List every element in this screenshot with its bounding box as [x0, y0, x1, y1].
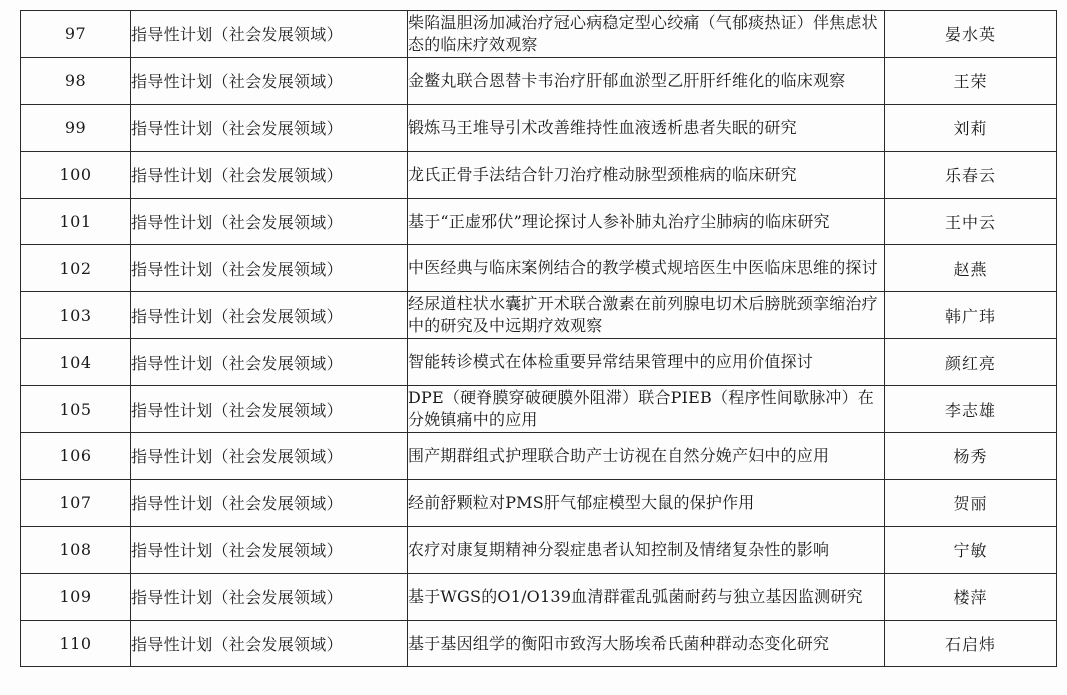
project-title-cell: 经前舒颗粒对PMS肝气郁症模型大鼠的保护作用 — [408, 479, 885, 526]
table-row — [21, 573, 1057, 620]
row-number-cell: 108 — [21, 526, 131, 573]
plan-type-cell: 指导性计划（社会发展领域） — [131, 573, 408, 620]
principal-investigator-cell: 宁敏 — [885, 526, 1057, 573]
plan-type-cell: 指导性计划（社会发展领域） — [131, 245, 408, 292]
row-number-cell: 99 — [21, 104, 131, 151]
plan-type-cell: 指导性计划（社会发展领域） — [131, 151, 408, 198]
table-row — [21, 386, 1057, 433]
table-row — [21, 339, 1057, 386]
row-number-cell: 103 — [21, 292, 131, 339]
table-row — [21, 292, 1057, 339]
project-title-cell: DPE（硬脊膜穿破硬膜外阻滞）联合PIEB（程序性间歇脉冲）在分娩镇痛中的应用 — [408, 386, 885, 433]
principal-investigator-cell: 杨秀 — [885, 433, 1057, 480]
principal-investigator-cell: 晏水英 — [885, 11, 1057, 58]
principal-investigator-cell: 刘莉 — [885, 104, 1057, 151]
table-row — [21, 151, 1057, 198]
project-title-cell: 农疗对康复期精神分裂症患者认知控制及情绪复杂性的影响 — [408, 526, 885, 573]
table-row — [21, 433, 1057, 480]
principal-investigator-cell: 乐春云 — [885, 151, 1057, 198]
row-number-cell: 100 — [21, 151, 131, 198]
principal-investigator-cell: 赵燕 — [885, 245, 1057, 292]
plan-type-cell: 指导性计划（社会发展领域） — [131, 292, 408, 339]
plan-type-cell: 指导性计划（社会发展领域） — [131, 198, 408, 245]
table-row — [21, 245, 1057, 292]
principal-investigator-cell: 王中云 — [885, 198, 1057, 245]
project-title-cell: 基于“正虚邪伏”理论探讨人参补肺丸治疗尘肺病的临床研究 — [408, 198, 885, 245]
table-row — [21, 104, 1057, 151]
project-title-cell: 锻炼马王堆导引术改善维持性血液透析患者失眠的研究 — [408, 104, 885, 151]
project-title-cell: 金鳖丸联合恩替卡韦治疗肝郁血淤型乙肝肝纤维化的临床观察 — [408, 57, 885, 104]
principal-investigator-cell: 石启炜 — [885, 620, 1057, 667]
row-number-cell: 109 — [21, 573, 131, 620]
project-title-cell: 基于WGS的O1/O139血清群霍乱弧菌耐药与独立基因监测研究 — [408, 573, 885, 620]
project-title-cell: 围产期群组式护理联合助产士访视在自然分娩产妇中的应用 — [408, 433, 885, 480]
principal-investigator-cell: 颜红亮 — [885, 339, 1057, 386]
plan-type-cell: 指导性计划（社会发展领域） — [131, 339, 408, 386]
row-number-cell: 98 — [21, 57, 131, 104]
project-table — [20, 10, 1057, 667]
project-title-cell: 经尿道柱状水囊扩开术联合激素在前列腺电切术后膀胱颈挛缩治疗中的研究及中远期疗效观察 — [408, 292, 885, 339]
principal-investigator-cell: 楼萍 — [885, 573, 1057, 620]
row-number-cell: 110 — [21, 620, 131, 667]
plan-type-cell: 指导性计划（社会发展领域） — [131, 620, 408, 667]
plan-type-cell: 指导性计划（社会发展领域） — [131, 526, 408, 573]
project-title-cell: 智能转诊模式在体检重要异常结果管理中的应用价值探讨 — [408, 339, 885, 386]
row-number-cell: 101 — [21, 198, 131, 245]
principal-investigator-cell: 贺丽 — [885, 479, 1057, 526]
table-row — [21, 198, 1057, 245]
row-number-cell: 97 — [21, 11, 131, 58]
table-row — [21, 11, 1057, 58]
project-title-cell: 龙氏正骨手法结合针刀治疗椎动脉型颈椎病的临床研究 — [408, 151, 885, 198]
project-title-cell: 柴陷温胆汤加减治疗冠心病稳定型心绞痛（气郁痰热证）伴焦虑状态的临床疗效观察 — [408, 11, 885, 58]
row-number-cell: 102 — [21, 245, 131, 292]
plan-type-cell: 指导性计划（社会发展领域） — [131, 11, 408, 58]
row-number-cell: 107 — [21, 479, 131, 526]
plan-type-cell: 指导性计划（社会发展领域） — [131, 57, 408, 104]
principal-investigator-cell: 韩广玮 — [885, 292, 1057, 339]
plan-type-cell: 指导性计划（社会发展领域） — [131, 104, 408, 151]
table-row — [21, 57, 1057, 104]
table-row — [21, 620, 1057, 667]
plan-type-cell: 指导性计划（社会发展领域） — [131, 386, 408, 433]
table-row — [21, 479, 1057, 526]
project-table-body — [21, 11, 1057, 667]
table-row — [21, 526, 1057, 573]
principal-investigator-cell: 王荣 — [885, 57, 1057, 104]
row-number-cell: 104 — [21, 339, 131, 386]
project-title-cell: 中医经典与临床案例结合的教学模式规培医生中医临床思维的探讨 — [408, 245, 885, 292]
plan-type-cell: 指导性计划（社会发展领域） — [131, 433, 408, 480]
row-number-cell: 105 — [21, 386, 131, 433]
row-number-cell: 106 — [21, 433, 131, 480]
principal-investigator-cell: 李志雄 — [885, 386, 1057, 433]
project-title-cell: 基于基因组学的衡阳市致泻大肠埃希氏菌种群动态变化研究 — [408, 620, 885, 667]
plan-type-cell: 指导性计划（社会发展领域） — [131, 479, 408, 526]
